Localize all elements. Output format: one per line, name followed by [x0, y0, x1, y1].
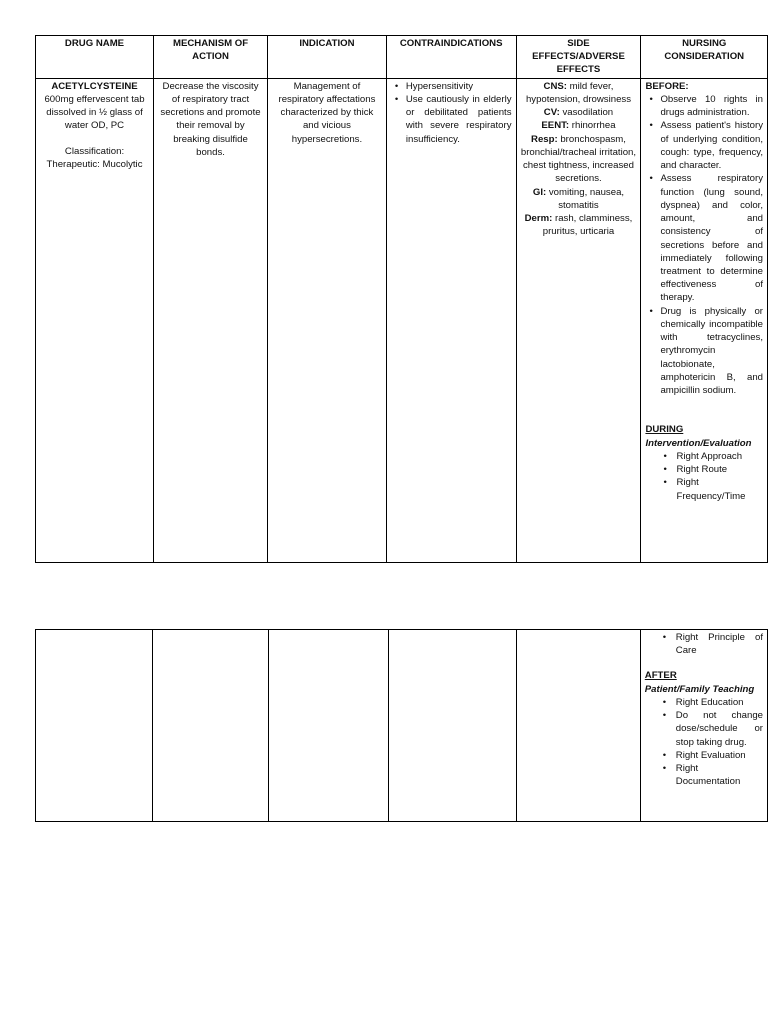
side-effect-derm: Derm: rash, clamminess, pruritus, urticaria — [524, 213, 633, 238]
list-item: • Right Route — [676, 463, 763, 476]
list-item: • Drug is physically or chemically incompatible with tetracyclines, erythromycin lactobionate, amphotericin B, and ampicillin sodium. — [660, 305, 763, 398]
side-effect-resp: Resp: bronchospasm, bronchial/tracheal irritation, chest tightness, increased secretions. — [520, 133, 637, 185]
header-drug-name: DRUG NAME — [36, 36, 154, 79]
empty-cell — [389, 630, 517, 822]
empty-cell — [269, 630, 389, 822]
header-mechanism: MECHANISM OF ACTION — [154, 36, 268, 79]
before-label: BEFORE: — [645, 80, 689, 92]
nursing-cell-continued — [640, 630, 767, 822]
list-item: • Right Documentation — [676, 762, 763, 788]
during-subtitle: Intervention/Evaluation — [645, 437, 752, 449]
empty-cell — [36, 630, 153, 822]
header-contraindications: CONTRAINDICATIONS — [386, 36, 516, 79]
indication-cell: Management of respiratory affectations characterized by thick and vicious hypersecretions. — [268, 78, 387, 562]
drug-study-table — [35, 35, 768, 563]
list-item: • Right Principle of Care — [676, 631, 763, 657]
drug-classification: Classification: Therapeutic: Mucolytic — [46, 145, 143, 170]
list-item: • Hypersensitivity — [406, 80, 512, 93]
side-effect-eent: EENT: rhinorrhea — [541, 120, 616, 132]
nursing-cell — [641, 78, 768, 562]
drug-name: ACETYLCYSTEINE — [51, 80, 138, 92]
empty-cell — [153, 630, 269, 822]
list-item: • Do not change dose/schedule or stop taking drug. — [676, 709, 763, 749]
list-item: • Right Education — [676, 696, 763, 709]
header-indication: INDICATION — [268, 36, 387, 79]
drug-study-table-continued — [35, 629, 768, 822]
empty-cell — [516, 630, 640, 822]
list-item: • Assess respiratory function (lung sound, dyspnea) and color, amount, and consistency of secretions before and immediately following treatment to determine effectiveness of therapy. — [660, 172, 763, 304]
during-label: DURING — [645, 424, 684, 436]
list-item: • Assess patient's history of underlying condition, cough: type, frequency, and character. — [660, 119, 763, 172]
drug-name-cell — [36, 78, 154, 562]
after-subtitle: Patient/Family Teaching — [644, 683, 755, 695]
list-item: • Right Frequency/Time — [676, 476, 763, 502]
table-row — [36, 78, 768, 562]
side-effects-cell — [516, 78, 641, 562]
header-nursing: NURSING CONSIDERATION — [641, 36, 768, 79]
list-item: • Right Approach — [676, 450, 763, 463]
mechanism-cell: Decrease the viscosity of respiratory tract secretions and promote their removal by breaking disulfide bonds. — [154, 78, 268, 562]
table-row — [36, 630, 768, 822]
drug-dose: 600mg effervescent tab dissolved in ½ glass of water OD, PC — [44, 93, 145, 132]
list-item: • Right Evaluation — [676, 749, 763, 762]
side-effect-cns: CNS: mild fever, hypotension, drowsiness — [525, 80, 631, 105]
list-item: • Use cautiously in elderly or debilitated patients with severe respiratory insufficiency. — [406, 93, 512, 146]
side-effect-cv: CV: vasodilation — [543, 107, 614, 119]
list-item: • Observe 10 rights in drugs administration. — [660, 93, 763, 119]
side-effect-gi: GI: vomiting, nausea, stomatitis — [532, 186, 625, 211]
header-row — [36, 36, 768, 79]
after-label: AFTER — [644, 670, 677, 682]
header-side-effects: SIDE EFFECTS/ADVERSE EFFECTS — [516, 36, 641, 79]
contraindications-cell — [386, 78, 516, 562]
